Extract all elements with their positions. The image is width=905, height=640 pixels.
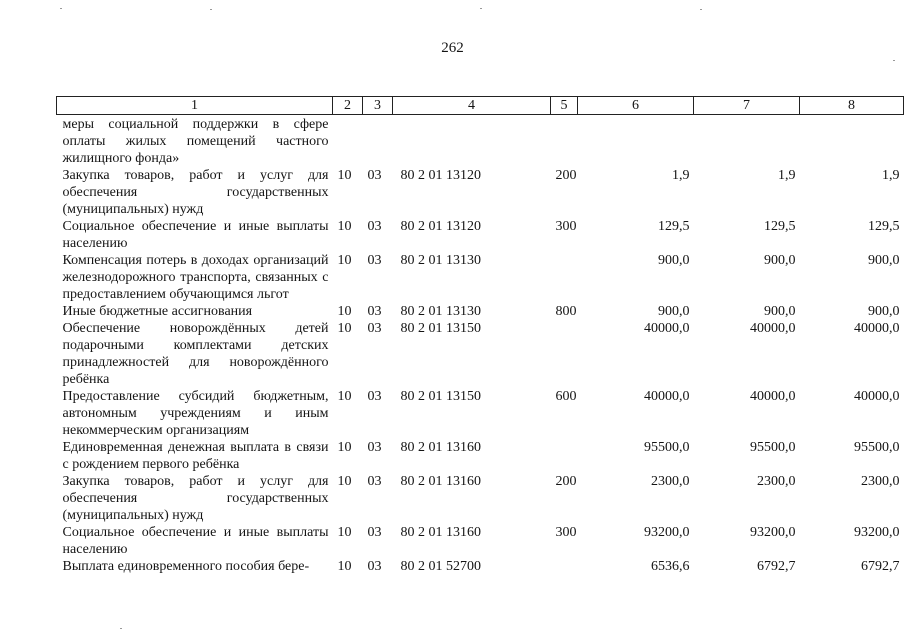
cell-podrazdel: 03 [367, 304, 382, 319]
header-col-1: 1 [57, 97, 333, 115]
cell-amount-col7: 129,5 [764, 219, 796, 234]
cell-name: Социальное обеспечение и иные выплаты населению [62, 219, 329, 251]
header-col-4: 4 [393, 97, 551, 115]
cell-target-article: 80 2 01 13160 [400, 474, 481, 489]
cell-name: Закупка товаров, работ и услуг для обеспечения государственных (муниципальных) нужд [62, 168, 329, 217]
cell-podrazdel: 03 [367, 219, 382, 234]
cell-razdel: 10 [337, 304, 352, 319]
table-row [57, 218, 904, 252]
cell-expense-type: 300 [555, 219, 577, 234]
cell-amount-col7: 900,0 [764, 253, 796, 268]
table-row [57, 558, 904, 575]
cell-amount-col6: 900,0 [658, 304, 690, 319]
table-header [57, 97, 904, 115]
cell-amount-col6: 93200,0 [644, 525, 690, 540]
table-row [57, 524, 904, 558]
cell-amount-col7: 40000,0 [750, 389, 796, 404]
budget-table [56, 96, 904, 575]
cell-podrazdel: 03 [367, 253, 382, 268]
cell-amount-col7: 40000,0 [750, 321, 796, 336]
cell-target-article: 80 2 01 13120 [400, 168, 481, 183]
table-row [57, 473, 904, 524]
cell-target-article: 80 2 01 13160 [400, 440, 481, 455]
cell-target-article: 80 2 01 13120 [400, 219, 481, 234]
cell-razdel: 10 [337, 168, 352, 183]
header-col-3: 3 [363, 97, 393, 115]
cell-amount-col6: 900,0 [658, 253, 690, 268]
cell-amount-col6: 95500,0 [644, 440, 690, 455]
cell-podrazdel: 03 [367, 321, 382, 336]
cell-name: Единовременная денежная выплата в связи с рождением первого ребёнка [62, 440, 329, 472]
cell-amount-col7: 1,9 [778, 168, 796, 183]
header-row [57, 97, 904, 115]
table-row [57, 167, 904, 218]
cell-amount-col8 [800, 115, 904, 168]
cell-name: Обеспечение новорождённых детей подарочными комплектами детских принадлежностей для новорождённого ребёнка [62, 321, 329, 387]
header-col-5: 5 [551, 97, 578, 115]
cell-amount-col6: 40000,0 [644, 389, 690, 404]
cell-razdel: 10 [337, 219, 352, 234]
cell-amount-col8: 900,0 [868, 253, 900, 268]
cell-razdel [333, 115, 363, 168]
cell-amount-col6: 129,5 [658, 219, 690, 234]
cell-name: Выплата единовременного пособия бере- [62, 559, 310, 574]
cell-podrazdel: 03 [367, 440, 382, 455]
cell-podrazdel [363, 115, 393, 168]
cell-amount-col8: 40000,0 [854, 389, 900, 404]
cell-amount-col6: 6536,6 [651, 559, 690, 574]
cell-name: Закупка товаров, работ и услуг для обеспечения государственных (муниципальных) нужд [62, 474, 329, 523]
cell-amount-col7 [694, 115, 800, 168]
cell-expense-type [551, 252, 578, 303]
cell-amount-col8: 93200,0 [854, 525, 900, 540]
table-row [57, 303, 904, 320]
cell-podrazdel: 03 [367, 525, 382, 540]
cell-amount-col7: 900,0 [764, 304, 796, 319]
scan-mark [893, 60, 895, 61]
cell-amount-col7: 6792,7 [757, 559, 796, 574]
cell-razdel: 10 [337, 559, 352, 574]
cell-amount-col6: 1,9 [672, 168, 690, 183]
cell-target-article [393, 115, 551, 168]
cell-expense-type: 800 [555, 304, 577, 319]
cell-razdel: 10 [337, 525, 352, 540]
cell-amount-col7: 2300,0 [757, 474, 796, 489]
cell-name: Предоставление субсидий бюджетным, автономным учреждениям и иным некоммерческим организациям [62, 389, 329, 438]
cell-razdel: 10 [337, 440, 352, 455]
header-col-2: 2 [333, 97, 363, 115]
cell-expense-type: 300 [555, 525, 577, 540]
cell-podrazdel: 03 [367, 389, 382, 404]
cell-expense-type [551, 320, 578, 388]
cell-name: Компенсация потерь в доходах организаций железнодорожного транспорта, связанных с предоставлением обучающимся льгот [62, 253, 329, 302]
cell-target-article: 80 2 01 13150 [400, 321, 481, 336]
cell-expense-type [551, 558, 578, 575]
table-row [57, 115, 904, 168]
scan-mark [210, 9, 212, 10]
header-col-8: 8 [800, 97, 904, 115]
cell-podrazdel: 03 [367, 168, 382, 183]
table-row [57, 388, 904, 439]
table-row [57, 439, 904, 473]
cell-name: Иные бюджетные ассигнования [62, 304, 253, 319]
scan-mark [60, 8, 62, 9]
cell-name: Социальное обеспечение и иные выплаты населению [62, 525, 329, 557]
cell-amount-col7: 93200,0 [750, 525, 796, 540]
cell-amount-col8: 95500,0 [854, 440, 900, 455]
cell-expense-type [551, 115, 578, 168]
table-row [57, 252, 904, 303]
cell-razdel: 10 [337, 253, 352, 268]
cell-amount-col8: 2300,0 [861, 474, 900, 489]
header-col-6: 6 [578, 97, 694, 115]
table-row [57, 320, 904, 388]
cell-expense-type: 200 [555, 168, 577, 183]
cell-amount-col8: 900,0 [868, 304, 900, 319]
page-number: 262 [441, 40, 464, 56]
cell-amount-col8: 1,9 [882, 168, 900, 183]
header-col-7: 7 [694, 97, 800, 115]
cell-amount-col8: 129,5 [868, 219, 900, 234]
cell-expense-type: 600 [555, 389, 577, 404]
cell-amount-col6: 40000,0 [644, 321, 690, 336]
cell-target-article: 80 2 01 13150 [400, 389, 481, 404]
cell-amount-col7: 95500,0 [750, 440, 796, 455]
cell-expense-type: 200 [555, 474, 577, 489]
cell-razdel: 10 [337, 321, 352, 336]
cell-amount-col8: 6792,7 [861, 559, 900, 574]
scan-mark [120, 628, 122, 629]
cell-amount-col8: 40000,0 [854, 321, 900, 336]
cell-razdel: 10 [337, 474, 352, 489]
scan-mark [480, 8, 482, 9]
cell-target-article: 80 2 01 13130 [400, 253, 481, 268]
cell-target-article: 80 2 01 52700 [400, 559, 481, 574]
cell-podrazdel: 03 [367, 559, 382, 574]
scan-mark [700, 9, 702, 10]
cell-target-article: 80 2 01 13160 [400, 525, 481, 540]
cell-amount-col6 [578, 115, 694, 168]
cell-name: меры социальной поддержки в сфере оплаты жилых помещений частного жилищного фонда» [62, 117, 329, 166]
cell-amount-col6: 2300,0 [651, 474, 690, 489]
cell-expense-type [551, 439, 578, 473]
cell-target-article: 80 2 01 13130 [400, 304, 481, 319]
cell-podrazdel: 03 [367, 474, 382, 489]
table-body [57, 115, 904, 576]
cell-razdel: 10 [337, 389, 352, 404]
